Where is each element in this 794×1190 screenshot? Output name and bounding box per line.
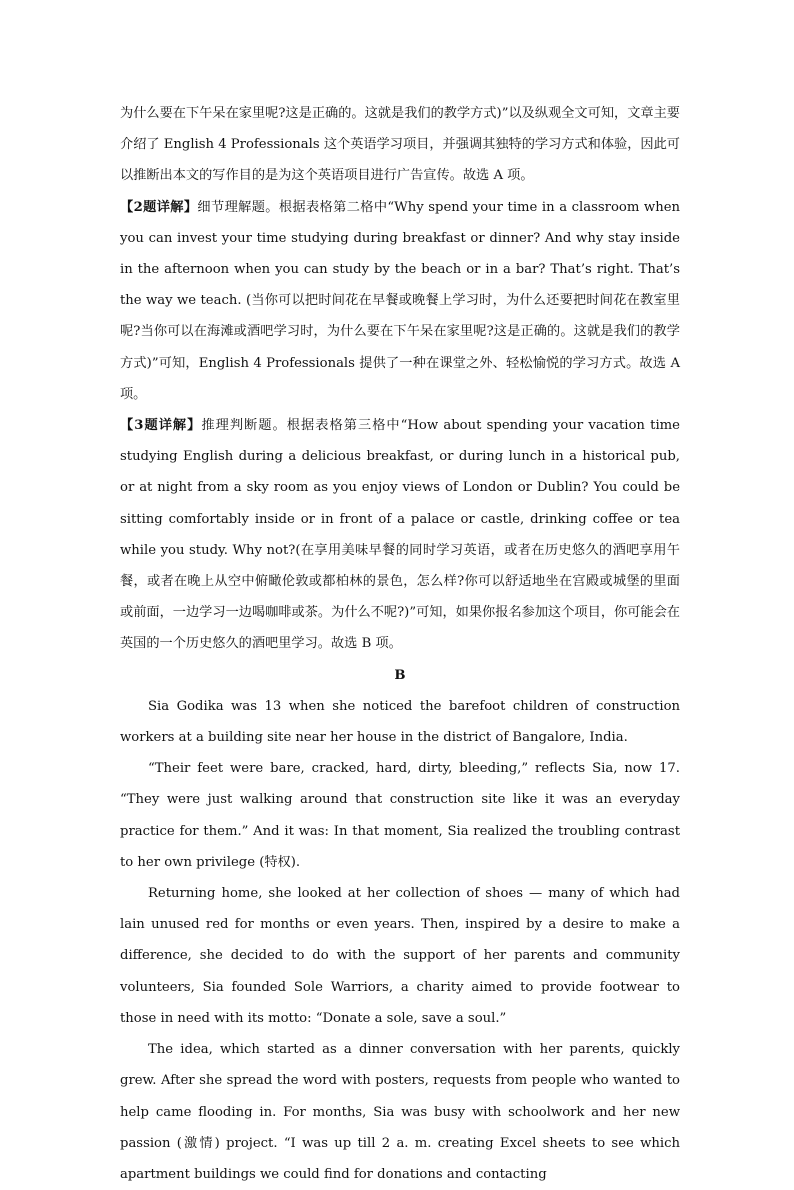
q1-explanation-tail: 为什么要在下午呆在家里呢?这是正确的。这就是我们的教学方式)”以及纵观全文可知，文章主要介绍了 English 4 Professionals 这个英语学习项目，并强调其独特的学习方式和体验，因此可以推断出本文的写作目的是为这个英语项目进行广告宣传。故选 A 项。 bbox=[120, 106, 680, 184]
q2-body: 细节理解题。根据表格第二格中“Why spend your time in a classroom when you can invest your time studying during breakfast or dinner? And why stay inside in the afternoon when you can study by the beach or in a bar? That’s right. That’s the way we teach. (当你可以把时间花在早餐或晚餐上学习时，为什么还要把时间花在教室里呢?当你可以在海滩或酒吧学习时，为什么要在下午呆在家里呢?这是正确的。这就是我们的教学方式)”可知，English 4 Professionals 提供了一种在课堂之外、轻松愉悦的学习方式。故选 A 项。 bbox=[120, 199, 680, 402]
section-label: B bbox=[394, 667, 406, 683]
passage-paragraph: Sia Godika was 13 when she noticed the barefoot children of construction workers at a building site near her house in the district of Bangalore, India. bbox=[120, 698, 680, 746]
q2-explanation bbox=[120, 192, 680, 410]
document-page bbox=[120, 98, 680, 1190]
passage-paragraph: Returning home, she looked at her collection of shoes — many of which had lain unused red for months or even years. Then, inspired by a desire to make a difference, she decided to do with the support of her parents and community volunteers, Sia founded Sole Warriors, a charity aimed to provide footwear to those in need with its motto: “Donate a sole, save a soul.” bbox=[120, 886, 680, 1026]
q3-body: 推理判断题。根据表格第三格中“How about spending your vacation time studying English during a delicious breakfast, or during lunch in a historical pub, or at night from a sky room as you enjoy views of London or Dublin? You could be sitting comfortably inside or in front of a palace or castle, drinking coffee or tea while you study. Why not?(在享用美味早餐的同时学习英语，或者在历史悠久的酒吧享用午餐，或者在晚上从空中俯瞰伦敦或都柏林的景色，怎么样?你可以舒适地坐在宫殿或城堡的里面或前面，一边学习一边喝咖啡或茶。为什么不呢?)”可知，如果你报名参加这个项目，你可能会在英国的一个历史悠久的酒吧里学习。故选 B 项。 bbox=[120, 418, 680, 652]
passage-paragraph: “Their feet were bare, cracked, hard, dirty, bleeding,” reflects Sia, now 17. “They were just walking around that construction site like it was an everyday practice for them.” And it was: In that moment, Sia realized the troubling contrast to her own privilege (特权). bbox=[120, 761, 680, 870]
q3-heading: 【3题详解】 bbox=[120, 418, 202, 434]
q2-heading: 【2题详解】 bbox=[120, 199, 198, 215]
passage-paragraph: The idea, which started as a dinner conversation with her parents, quickly grew. After she spread the word with posters, requests from people who wanted to help came flooding in. For months, Sia was busy with schoolwork and her new passion (激情) project. “I was up till 2 a. m. creating Excel sheets to see which apartment buildings we could find for donations and contacting bbox=[120, 1042, 680, 1182]
q3-explanation bbox=[120, 410, 680, 660]
